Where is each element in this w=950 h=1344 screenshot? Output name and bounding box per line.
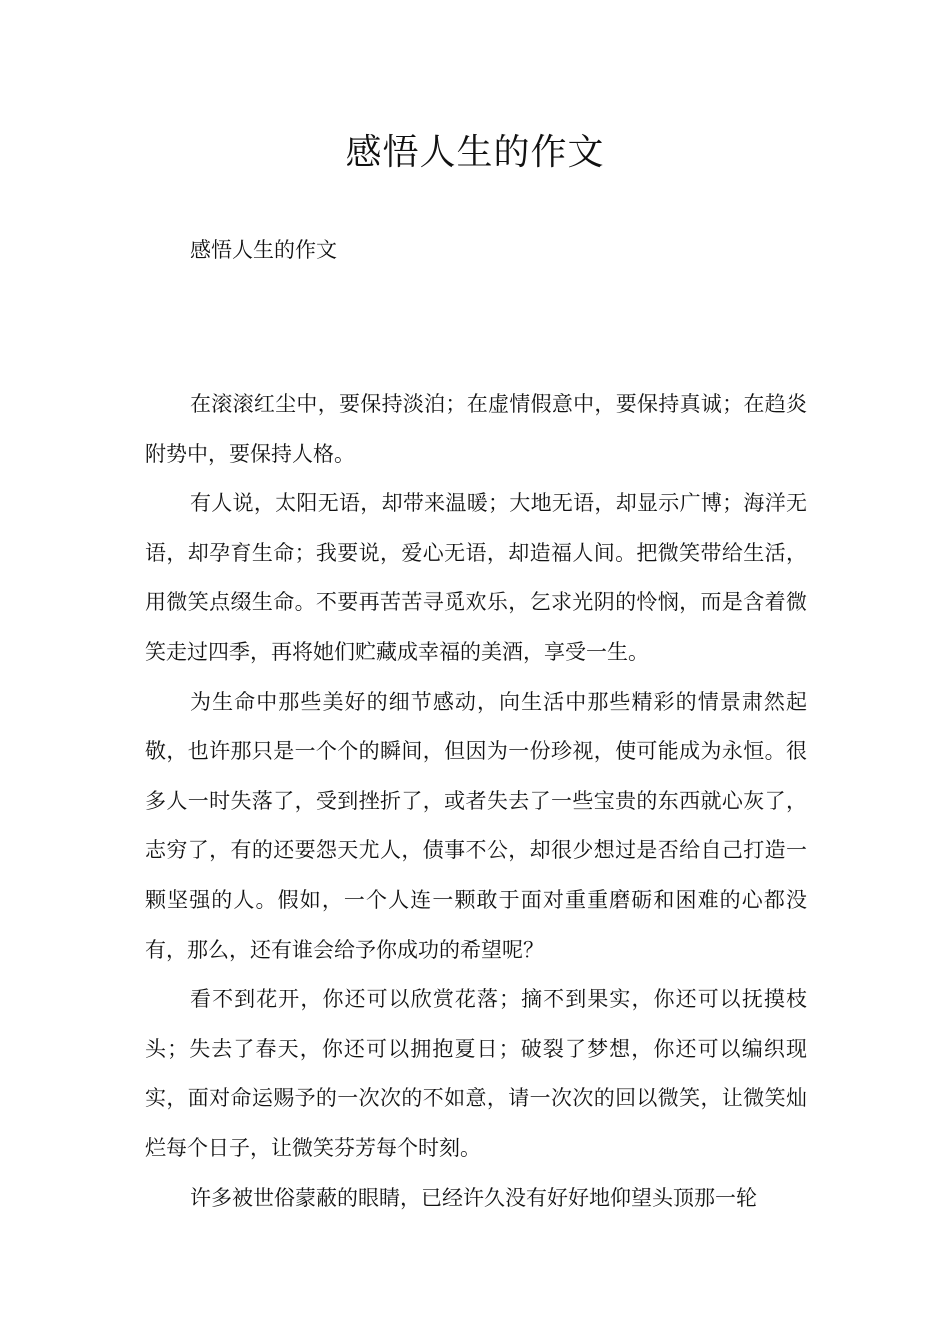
paragraph-1: 在滚滚红尘中，要保持淡泊；在虚情假意中，要保持真诚；在趋炎附势中，要保持人格。 <box>145 392 807 466</box>
paragraph-3: 为生命中那些美好的细节感动，向生活中那些精彩的情景肃然起敬，也许那只是一个个的瞬间，但因为一份珍视，使可能成为永恒。很多人一时失落了，受到挫折了，或者失去了一些宝贵的东西就心灰了，志穷了，有的还要怨天尤人，债事不公，却很少想过是否给自己打造一颗坚强的人。假如，一个人连一颗敢于面对重重磨砺和困难的心都没有，那么，还有谁会给予你成功的希望呢？ <box>145 689 807 962</box>
document-subtitle: 感悟人生的作文 <box>190 238 337 262</box>
paragraph-4: 看不到花开，你还可以欣赏花落；摘不到果实，你还可以抚摸枝头；失去了春天，你还可以拥抱夏日；破裂了梦想，你还可以编织现实，面对命运赐予的一次次的不如意，请一次次的回以微笑，让微笑灿烂每个日子，让微笑芬芳每个时刻。 <box>145 987 807 1160</box>
paragraph-5: 许多被世俗蒙蔽的眼睛，已经许久没有好好地仰望头顶那一轮 <box>190 1185 757 1210</box>
paragraph-2: 有人说，太阳无语，却带来温暖；大地无语，却显示广博；海洋无语，却孕育生命；我要说，爱心无语，却造福人间。把微笑带给生活，用微笑点缀生命。不要再苦苦寻觅欢乐，乞求光阴的怜悯，而是含着微笑走过四季，再将她们贮藏成幸福的美酒，享受一生。 <box>145 491 807 664</box>
document-body <box>145 380 807 1223</box>
document-title: 感悟人生的作文 <box>345 132 605 173</box>
